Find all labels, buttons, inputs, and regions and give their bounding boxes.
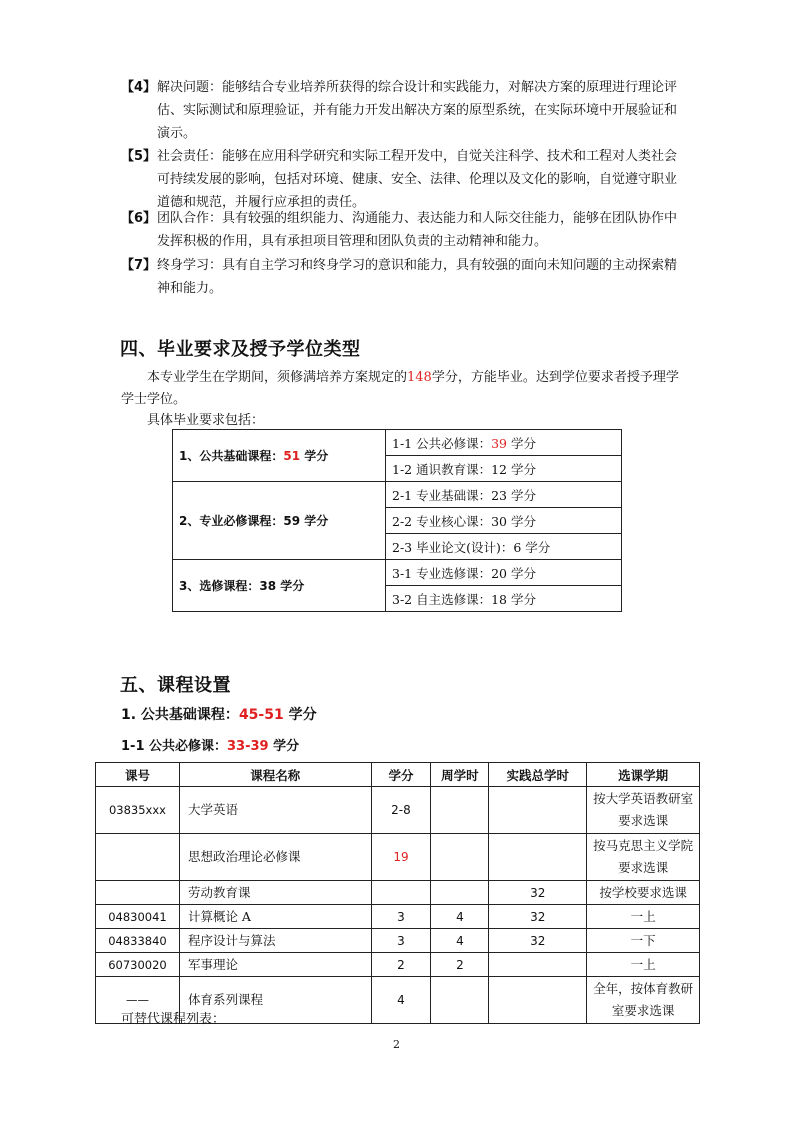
course-practice-hours: 32 xyxy=(489,881,587,905)
course-name: 劳动教育课 xyxy=(179,881,371,905)
course-term: 全年，按体育教研室要求选课 xyxy=(587,977,700,1024)
section-heading-courses: 五、课程设置 xyxy=(120,675,231,696)
outcome-item-6 xyxy=(121,207,681,253)
outcome-item-7 xyxy=(121,254,681,300)
column-header: 课号 xyxy=(96,763,180,787)
outcome-tag: 【6】 xyxy=(121,211,157,226)
outcome-text: 社会责任：能够在应用科学研究和实际工程开发中，自觉关注科学、技术和工程对人类社会可持续发展的影响，包括对环境、健康、安全、法律、伦理以及文化的影响，自觉遵守职业道德和规范，并履行应承担的责任。 xyxy=(157,149,678,210)
course-practice-hours xyxy=(489,787,587,834)
table-row xyxy=(96,834,700,881)
requirement-item: 1-2 通识教育课：12 学分 xyxy=(386,456,622,482)
column-header: 选课学期 xyxy=(587,763,700,787)
requirement-category: 2、专业必修课程：59 学分 xyxy=(173,482,386,560)
course-term: 按学校要求选课 xyxy=(587,881,700,905)
course-code xyxy=(96,881,180,905)
outcome-text: 终身学习：具有自主学习和终身学习的意识和能力，具有较强的面向未知问题的主动探索精神和能力。 xyxy=(157,258,678,296)
course-term: 一上 xyxy=(587,953,700,977)
column-header: 实践总学时 xyxy=(489,763,587,787)
section-heading-graduation: 四、毕业要求及授予学位类型 xyxy=(120,339,361,360)
course-term: 一上 xyxy=(587,905,700,929)
table-row xyxy=(96,905,700,929)
subsection-heading-public-basic: 1. 公共基础课程：45-51 学分 xyxy=(121,707,317,723)
course-term: 一下 xyxy=(587,929,700,953)
course-practice-hours: 32 xyxy=(489,905,587,929)
course-code xyxy=(96,834,180,881)
table-row xyxy=(96,787,700,834)
course-weekly-hours xyxy=(431,787,489,834)
para-text: 学分，方能毕业。达到学位要求者授予理学学士学位。 xyxy=(121,370,679,407)
table-row xyxy=(173,482,622,508)
course-practice-hours xyxy=(489,953,587,977)
course-code: 03835xxx xyxy=(96,787,180,834)
course-weekly-hours: 2 xyxy=(431,953,489,977)
requirement-category: 1、公共基础课程：51 学分 xyxy=(173,430,386,482)
requirements-intro: 具体毕业要求包括： xyxy=(147,413,265,428)
course-credit: 19 xyxy=(371,834,431,881)
course-weekly-hours: 4 xyxy=(431,905,489,929)
course-code: 04833840 xyxy=(96,929,180,953)
course-practice-hours xyxy=(489,834,587,881)
outcome-tag: 【7】 xyxy=(121,258,157,273)
column-header: 学分 xyxy=(371,763,431,787)
course-credit: 3 xyxy=(371,905,431,929)
requirement-item: 2-2 专业核心课：30 学分 xyxy=(386,508,622,534)
graduation-requirements-table xyxy=(172,429,622,612)
course-practice-hours: 32 xyxy=(489,929,587,953)
course-name: 大学英语 xyxy=(179,787,371,834)
outcome-tag: 【4】 xyxy=(121,80,157,95)
graduation-paragraph xyxy=(121,367,681,411)
course-weekly-hours xyxy=(431,834,489,881)
course-credit xyxy=(371,881,431,905)
course-code: —— xyxy=(96,977,180,1024)
course-name: 体育系列课程 xyxy=(179,977,371,1024)
column-header: 周学时 xyxy=(431,763,489,787)
page-number: 2 xyxy=(393,1038,400,1051)
subsection-heading-public-required: 1-1 公共必修课：33-39 学分 xyxy=(121,739,300,754)
course-credit: 2-8 xyxy=(371,787,431,834)
table-row xyxy=(96,881,700,905)
course-term: 按大学英语教研室要求选课 xyxy=(587,787,700,834)
table-row xyxy=(96,929,700,953)
course-weekly-hours: 4 xyxy=(431,929,489,953)
requirement-item: 2-3 毕业论文(设计)：6 学分 xyxy=(386,534,622,560)
para-text: 本专业学生在学期间，须修满培养方案规定的 xyxy=(147,370,408,385)
outcome-item-4 xyxy=(121,76,681,145)
table-row xyxy=(173,430,622,456)
course-name: 程序设计与算法 xyxy=(179,929,371,953)
course-name: 思想政治理论必修课 xyxy=(179,834,371,881)
table-row xyxy=(173,560,622,586)
table-row xyxy=(96,953,700,977)
total-credits: 148 xyxy=(407,370,432,385)
requirement-item: 2-1 专业基础课：23 学分 xyxy=(386,482,622,508)
column-header: 课程名称 xyxy=(179,763,371,787)
outcome-tag: 【5】 xyxy=(121,149,157,164)
requirement-item: 3-1 专业选修课：20 学分 xyxy=(386,560,622,586)
course-code: 04830041 xyxy=(96,905,180,929)
outcome-text: 团队合作：具有较强的组织能力、沟通能力、表达能力和人际交往能力，能够在团队协作中发挥积极的作用，具有承担项目管理和团队负责的主动精神和能力。 xyxy=(157,211,678,249)
requirement-category: 3、选修课程：38 学分 xyxy=(173,560,386,612)
course-code: 60730020 xyxy=(96,953,180,977)
course-credit: 4 xyxy=(371,977,431,1024)
course-term: 按马克思主义学院要求选课 xyxy=(587,834,700,881)
course-credit: 2 xyxy=(371,953,431,977)
outcome-item-5 xyxy=(121,145,681,214)
requirement-item: 1-1 公共必修课：39 学分 xyxy=(386,430,622,456)
course-name: 计算概论 A xyxy=(179,905,371,929)
table-header-row xyxy=(96,763,700,787)
course-credit: 3 xyxy=(371,929,431,953)
alternative-courses-caption: 可替代课程列表： xyxy=(121,1012,226,1027)
outcome-text: 解决问题：能够结合专业培养所获得的综合设计和实践能力，对解决方案的原理进行理论评估、实际测试和原理验证，并有能力开发出解决方案的原型系统，在实际环境中开展验证和演示。 xyxy=(157,80,678,141)
course-name: 军事理论 xyxy=(179,953,371,977)
course-weekly-hours xyxy=(431,881,489,905)
requirement-item: 3-2 自主选修课：18 学分 xyxy=(386,586,622,612)
public-required-course-table xyxy=(95,762,700,1024)
